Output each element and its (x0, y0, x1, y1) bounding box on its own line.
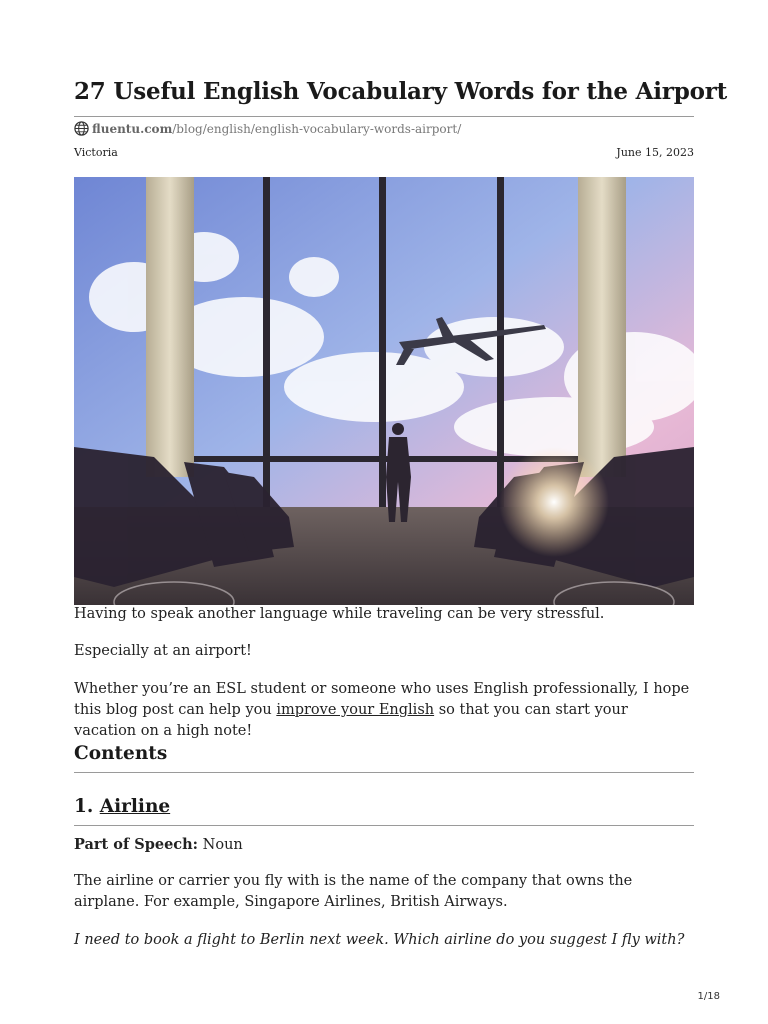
paragraph-text: Whether you’re an ESL student or someone who uses English professionally, I hope this blog post can help you (74, 681, 690, 718)
publish-date: June 15, 2023 (616, 146, 694, 159)
article-meta (74, 146, 694, 159)
airport-terminal-photo (74, 177, 694, 605)
paragraph-text: so that you can start your vacation on a high note! (74, 702, 628, 739)
page-indicator: 1/18 (697, 991, 720, 1002)
source-url[interactable] (74, 121, 461, 136)
globe-icon (74, 121, 89, 136)
part-of-speech (74, 834, 694, 856)
improve-english-link[interactable]: improve your English (276, 702, 435, 718)
url-host[interactable]: fluentu.com (92, 121, 173, 136)
hero-image (74, 177, 694, 605)
title-divider (74, 116, 694, 117)
contents-heading: Contents (74, 743, 168, 764)
airline-link[interactable]: Airline (99, 796, 171, 817)
section-number: 1. (74, 796, 100, 817)
url-path[interactable]: /blog/english/english-vocabulary-words-airport/ (172, 121, 462, 136)
intro-paragraph-3 (74, 679, 694, 742)
definition-paragraph: The airline or carrier you fly with is the name of the company that owns the airplane. For example, Singapore Airlines, British Airways. (74, 873, 633, 910)
author-name: Victoria (74, 146, 118, 159)
intro-paragraph-1: Having to speak another language while traveling can be very stressful. (74, 606, 605, 622)
part-of-speech-value: Noun (198, 837, 243, 853)
contents-divider (74, 772, 694, 773)
example-sentence: I need to book a flight to Berlin next week. Which airline do you suggest I fly with? (74, 932, 685, 948)
section-heading-airline (74, 796, 170, 817)
part-of-speech-label: Part of Speech: (74, 836, 199, 853)
intro-paragraph-2: Especially at an airport! (74, 643, 252, 659)
section-divider (74, 825, 694, 826)
page-title: 27 Useful English Vocabulary Words for the Airport (74, 78, 728, 105)
